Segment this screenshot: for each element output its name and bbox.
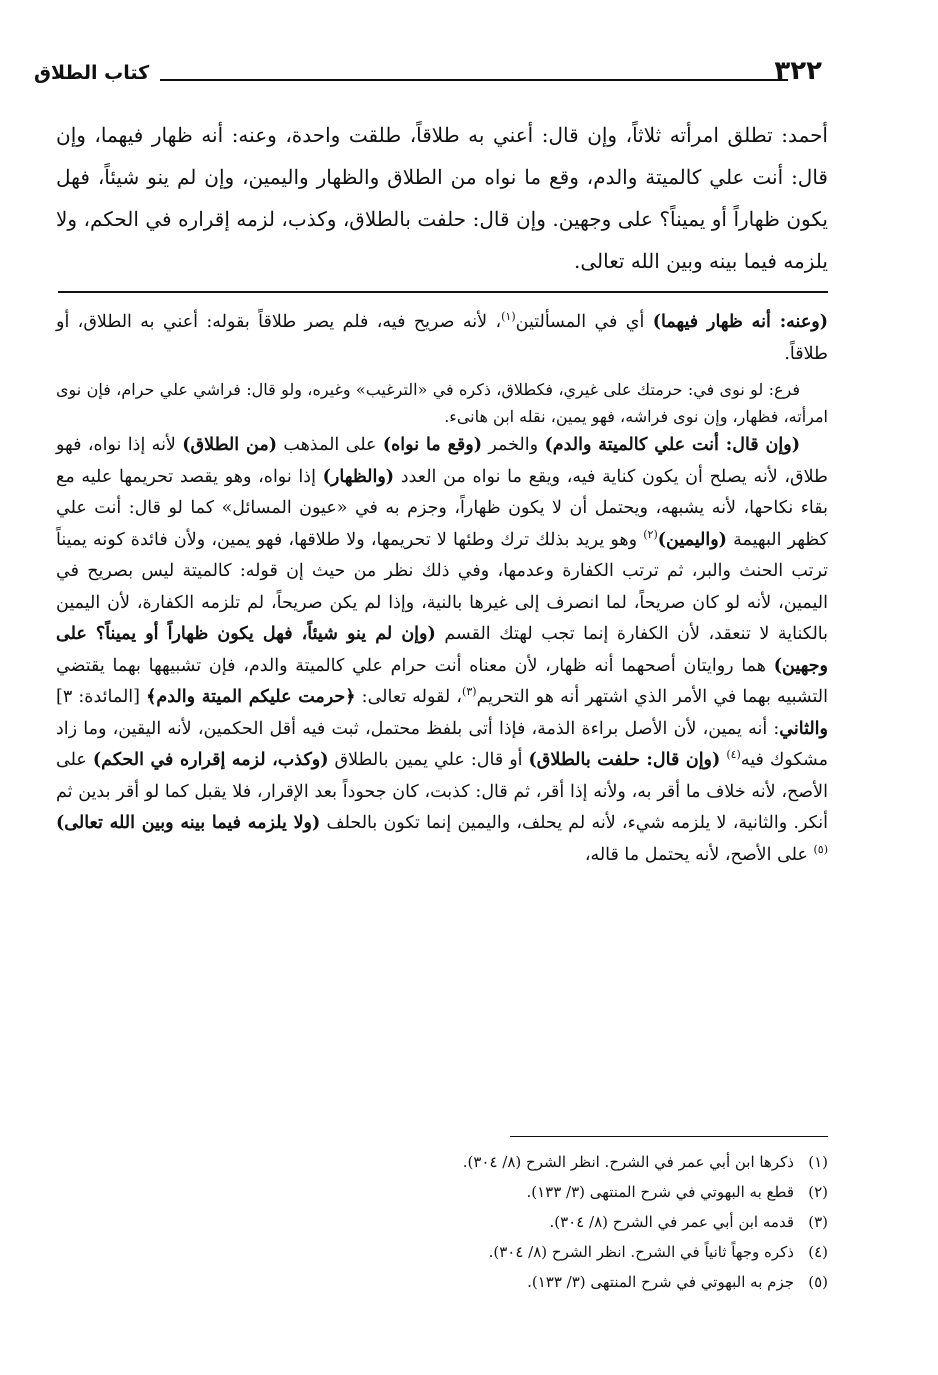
footnotes xyxy=(300,1147,828,1297)
footnote-text: قدمه ابن أبي عمر في الشرح (٨/ ٣٠٤). xyxy=(549,1213,794,1231)
commentary-text: على الأصح، لأنه خلاف ما أقر به، ولأنه إذا أقر، ثم قال: كذبت، كان جحوداً بعد الإقرار، فلا يقبل كما لو أقر بدين ثم أنكر. والثانية، لا يلزمه شيء، لأنه لم يحلف، واليمين إنما تكون بالحلف xyxy=(56,750,829,833)
quoted-text: (ولا يلزمه فيما بينه وبين الله تعالى) xyxy=(56,813,321,833)
footnote xyxy=(300,1177,828,1207)
commentary-text: على الأصح، لأنه يحتمل ما قاله، xyxy=(584,844,814,865)
quoted-text: (والظهار) xyxy=(322,466,395,487)
commentary-text: والخمر xyxy=(482,435,545,455)
footnote-number: (٣) xyxy=(808,1213,828,1231)
main-text-paragraph: أحمد: تطلق امرأته ثلاثاً، وإن قال: أعني به طلاقاً، طلقت واحدة، وعنه: أنه ظهار فيهما، وإن قال: أنت علي كالميتة والدم، وقع ما نواه من الطلاق والظهار واليمين، وإن لم ينو شيئاً، فهل يكون ظهاراً أو يميناً؟ على وجهين. وإن قال: حلفت بالطلاق، وكذب، لزمه إقراره في الحكم، ولا يلزمه فيما بينه وبين الله تعالى. xyxy=(56,123,828,273)
commentary-text: هما روايتان أصحهما أنه ظهار، لأن معناه أنت حرام علي كالميتة والدم، فإن تشبيهها بهما يقتضي التشبيه بهما في الأمر الذي اشتهر أنه هو التحريم xyxy=(56,655,828,707)
commentary-text: ، لقوله تعالى: xyxy=(355,687,463,707)
quoted-text: (واليمين) xyxy=(657,529,727,550)
commentary-text: أو قال: علي يمين بالطلاق xyxy=(328,750,529,770)
footnote-text: جزم به البهوتي في شرح المنتهى (٣/ ١٣٣). xyxy=(527,1273,794,1291)
commentary-text: وهو يريد بذلك ترك وطئها لا تحريمها، ولا طلاقها، فهو يمين، ولأن فائدة كونه يميناً ترتب الحنث والبر، ثم ترتب الكفارة وعدمها، وفي ذلك نظر من حيث إن قوله: كالميتة ليس بصريح في اليمين، لأنه لو كان صريحاً، لما انصرف إلى غيرها بالنية، وإذا لم يكن صريحاً، لم تلزمه الكفارة، لأن اليمين بالكناية لا تنعقد، لأن الكفارة إنما تجب لهتك القسم xyxy=(56,529,828,644)
footnote-text: قطع به البهوتي في شرح المنتهى (٣/ ١٣٣). xyxy=(526,1183,794,1201)
footnote-ref-4[interactable]: (٤) xyxy=(726,748,741,761)
main-text xyxy=(56,114,828,282)
footnote-text: ذكره وجهاً ثانياً في الشرح. انظر الشرح (٨/ ٣٠٤). xyxy=(488,1243,794,1261)
quoted-text: (من الطلاق) xyxy=(182,435,278,455)
footnote-number: (٢) xyxy=(808,1183,828,1201)
commentary-text: ، لأنه صريح فيه، فلم يصر طلاقاً بقوله: أعني به الطلاق، أو طلاقاً. xyxy=(56,312,828,364)
quoted-text: (وإن لم ينو شيئاً، فهل يكون ظهاراً أو يميناً؟ على وجهين) xyxy=(56,624,828,676)
quoted-text: (وإن قال: أنت علي كالميتة والدم) xyxy=(544,435,800,455)
quoted-text: (وكذب، لزمه إقراره في الحكم) xyxy=(92,750,329,770)
text-commentary-separator xyxy=(58,291,828,293)
quoted-text: (وعنه: أنه ظهار فيهما) xyxy=(652,312,828,332)
header-rule xyxy=(160,79,788,81)
commentary-text: إذا نواه، وهو يقصد تحريمها عليه مع بقاء نكاحها، لأنه يشبهه، ويحتمل أن لا يكون ظهاراً، وجزم به في «عيون المسائل» كما لو قال: أنت علي كظهر البهيمة xyxy=(56,466,828,550)
quoted-text: (وقع ما نواه) xyxy=(382,435,482,455)
footnote-ref-1[interactable]: (١) xyxy=(501,310,516,323)
commentary-paragraph-2: فرع: لو نوى في: حرمتك على غيري، فكطلاق، ذكره في «الترغيب» وغيره، ولو قال: فراشي علي حرام، فإن نوى امرأته، فظهار، وإن نوى فراشه، فهو يمين، نقله ابن هانىء. xyxy=(56,380,828,426)
quoted-text: والثاني xyxy=(779,718,828,739)
footnote xyxy=(300,1267,828,1297)
quran-verse: ﴿حرمت عليكم الميتة والدم﴾ xyxy=(146,687,356,707)
commentary-text: : أنه يمين، لأن الأصل براءة الذمة، فإذا أتى بلفظ محتمل، ثبت فيه أقل الحكمين، لأنه اليقين، وما زاد مشكوك فيه xyxy=(56,718,828,770)
commentary-text: لأنه إذا نواه، فهو طلاق، لأنه يصلح أن يكون كناية فيه، ويقع ما نواه من العدد xyxy=(56,435,828,487)
commentary-text: أي في المسألتين xyxy=(515,312,653,332)
footnote-number: (٤) xyxy=(808,1243,828,1261)
commentary-paragraph-1 xyxy=(56,307,828,370)
footnote xyxy=(300,1207,828,1237)
footnote xyxy=(300,1147,828,1177)
footnote-ref-5[interactable]: (٥) xyxy=(813,842,828,856)
chapter-title: كتاب الطلاق xyxy=(34,62,150,84)
footnote-number: (٥) xyxy=(808,1273,828,1291)
commentary-paragraph-3 xyxy=(56,430,828,871)
footnote-text: ذكرها ابن أبي عمر في الشرح. انظر الشرح (٨/ ٣٠٤). xyxy=(462,1153,794,1171)
commentary-text: [المائدة: ٣] xyxy=(56,687,147,707)
quoted-text: (وإن قال: حلفت بالطلاق) xyxy=(528,750,721,770)
commentary xyxy=(56,307,828,871)
footnote-number: (١) xyxy=(808,1153,828,1171)
footnote-ref-2[interactable]: (٢) xyxy=(643,527,658,541)
footnote-separator xyxy=(510,1136,828,1137)
footnote-ref-3[interactable]: (٣) xyxy=(462,685,477,698)
commentary-text: على المذهب xyxy=(277,435,383,455)
page-number: ٣٢٢ xyxy=(774,56,822,86)
footnote xyxy=(300,1237,828,1267)
